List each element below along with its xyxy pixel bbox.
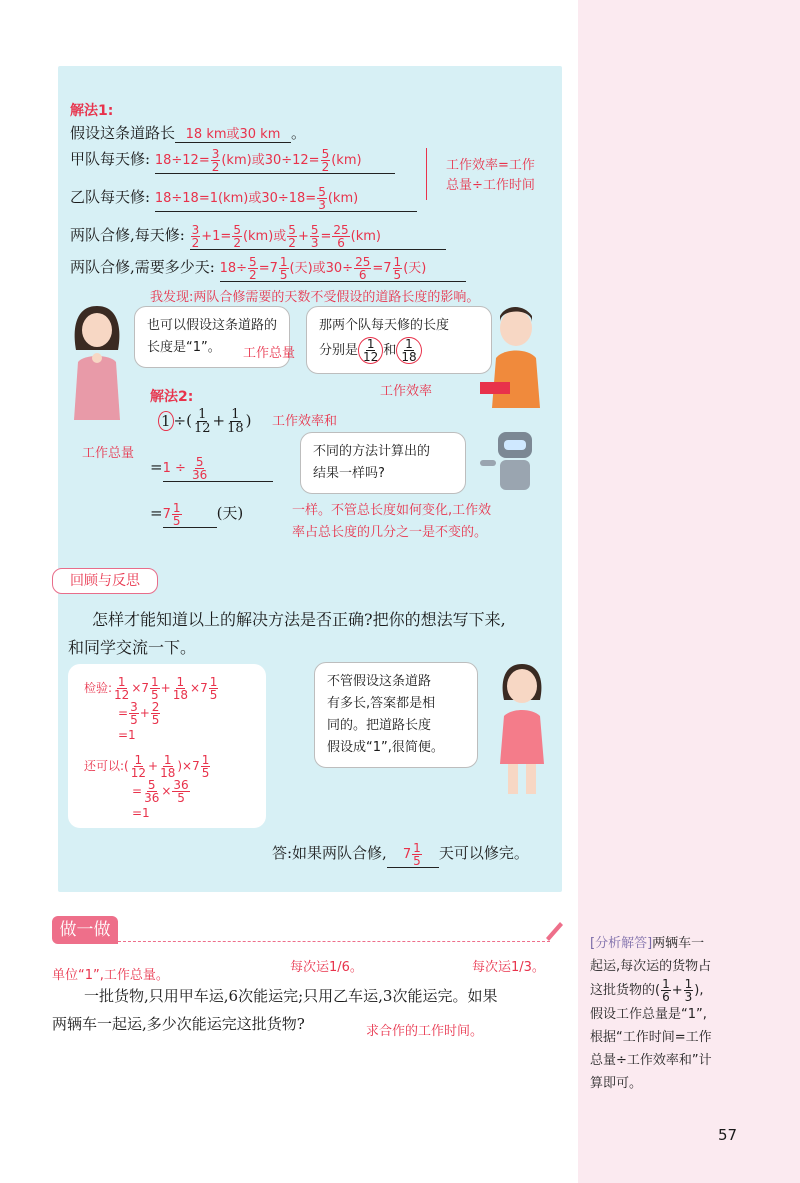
girl2-line3: 同的。把道路长度	[327, 718, 432, 733]
teamA-row	[70, 148, 395, 174]
assume-label: 假设这条道路长	[70, 124, 176, 142]
assume-end: 。	[291, 124, 307, 142]
efficiency-note	[446, 156, 535, 196]
sidebar-line2: 起运,每次运的货物占	[590, 959, 712, 974]
method2-expr: 1 ÷( $\frac{1}{12}$ + $\frac{1}{18}$ )	[158, 408, 252, 435]
review-tag: 回顾与反思	[52, 568, 158, 594]
girl2-illustration	[486, 660, 556, 796]
analysis-sidebar	[590, 932, 790, 1095]
teamB-value: 18÷18=1(km)或30÷18= $\frac{5}{3}$ (km)	[155, 186, 417, 212]
review-question	[68, 606, 506, 662]
teamA-label: 甲队每天修:	[70, 150, 151, 168]
girl-illustration	[64, 300, 130, 420]
brace-line	[426, 148, 427, 200]
boy-illustration	[480, 304, 550, 408]
check-label: 检验:	[84, 681, 113, 695]
sidebar-line1: 两辆车一	[652, 936, 705, 951]
ask-note: 求合作的工作时间。	[366, 1024, 484, 1039]
answer-note	[292, 500, 491, 544]
method2-heading: 解法2:	[150, 389, 194, 405]
answer-note-line2: 率占总长度的几分之一是不变的。	[292, 525, 488, 540]
assume-row	[70, 122, 306, 143]
unit-note: 单位“1”,工作总量。	[52, 968, 169, 983]
discovery-note: 我发现:两队合修需要的天数不受假设的道路长度的影响。	[150, 290, 480, 305]
assume-value: 18 km或30 km	[175, 123, 291, 143]
note-b: 每次运1/3。	[472, 960, 545, 975]
sidebar-title: [分析解答]	[590, 936, 653, 951]
total-note: 工作总量	[82, 446, 135, 461]
days-label: 两队合修,需要多少天:	[70, 258, 215, 276]
days-value: 18÷ $\frac{5}{2}$ =7 $\frac{1}{5}$ (天)或30÷ $\frac{25}{6}$ =7 $\frac{1}{5}$ (天)	[220, 256, 466, 282]
note-a: 每次运1/6。	[290, 960, 363, 975]
boy-bubble-and: 和	[383, 343, 397, 358]
sidebar-line4: 假设工作总量是“1”,	[590, 1007, 707, 1022]
boy-bubble-line2: 分别是	[319, 343, 359, 358]
girl-note: 工作总量	[243, 346, 296, 361]
answer-suffix: 天可以修完。	[438, 844, 529, 862]
girl2-bubble	[314, 662, 478, 768]
girl2-line1: 不管假设这条道路	[327, 674, 432, 689]
check-block: 检验: $\frac{1}{12}$ ×7 $\frac{1}{5}$ + $\frac{1}{18}$ ×7 $\frac{1}{5}$ = $\frac{3}{5}$ + $\frac{2}{5}$ =1 还可以:( $\frac{1}{12}$ + $\frac{1}{18}$ )×7 $\frac{1}{5}$ = $\frac{5}{36}$ × $\frac{36}{5}$ =1	[84, 675, 218, 820]
sidebar-line6: 总量÷工作效率和”计	[590, 1053, 712, 1068]
sidebar-line7: 算即可。	[590, 1076, 643, 1091]
boy-note: 工作效率	[380, 384, 433, 399]
practice-text-line1: 一批货物,只用甲车运,6次能运完;只用乙车运,3次能运完。如果	[84, 987, 498, 1005]
teamB-row	[70, 186, 417, 212]
practice-tag: 做一做	[52, 916, 118, 944]
teamB-label: 乙队每天修:	[70, 188, 151, 206]
method2-unit: (天)	[216, 504, 244, 522]
girl-bubble-text: 也可以假设这条道路的长度是“1”。	[147, 318, 278, 355]
robot-illustration	[480, 430, 550, 496]
practice-divider	[118, 941, 550, 942]
teamA-value: 18÷12= $\frac{3}{2}$ (km)或30÷12= $\frac{5}{2}$ (km)	[155, 148, 395, 174]
answer-note-line1: 一样。不管总长度如何变化,工作效	[292, 503, 492, 518]
answer-row: 答:如果两队合修, 7 $\frac{1}{5}$ 天可以修完。	[272, 841, 529, 868]
alt-label: 还可以:	[84, 759, 125, 773]
review-question-line1: 怎样才能知道以上的解决方法是否正确?把你的想法写下来,	[92, 610, 506, 629]
answer-prefix: 答:如果两队合修,	[272, 844, 387, 862]
efficiency-note-line2: 总量÷工作时间	[446, 178, 535, 193]
robot-bubble-line2: 结果一样吗?	[313, 466, 385, 481]
efficiency-note-line1: 工作效率=工作	[446, 158, 535, 173]
method2-step3: =7 $\frac{1}{5}$ (天)	[150, 501, 244, 528]
girl2-line2: 有多长,答案都是相	[327, 696, 436, 711]
both-value: $\frac{3}{2}$ +1= $\frac{5}{2}$ (km)或 $\frac{5}{2}$ + $\frac{5}{3}$ = $\frac{25}{6}$ (km)	[190, 224, 446, 250]
both-label: 两队合修,每天修:	[70, 226, 185, 244]
robot-bubble	[300, 432, 466, 494]
review-question-line2: 和同学交流一下。	[68, 638, 197, 657]
both-row	[70, 224, 446, 250]
boy-bubble-line1: 那两个队每天修的长度	[319, 318, 450, 333]
method1-heading: 解法1:	[70, 103, 114, 119]
boy-bubble: 那两个队每天修的长度 分别是 $\frac{1}{12}$ 和 $\frac{1}{18}$	[306, 306, 492, 374]
girl2-line4: 假设成“1”,很简便。	[327, 740, 444, 755]
sidebar-line5: 根据“工作时间=工作	[590, 1030, 712, 1045]
alt-result: =1	[132, 806, 150, 820]
check-result: =1	[118, 728, 136, 742]
rate-sum-note: 工作效率和	[272, 414, 338, 429]
practice-text-line2: 两辆车一起运,多少次能运完这批货物?	[52, 1015, 305, 1033]
days-row	[70, 256, 466, 282]
pencil-icon	[542, 918, 564, 942]
method2-step2: =1 ÷ $\frac{5}{36}$	[150, 456, 273, 482]
page-number: 57	[718, 1126, 738, 1144]
sidebar-line3: 这批货物的( $\frac{1}{6}$ + $\frac{1}{3}$ ),	[590, 977, 704, 1004]
robot-bubble-line1: 不同的方法计算出的	[313, 444, 431, 459]
